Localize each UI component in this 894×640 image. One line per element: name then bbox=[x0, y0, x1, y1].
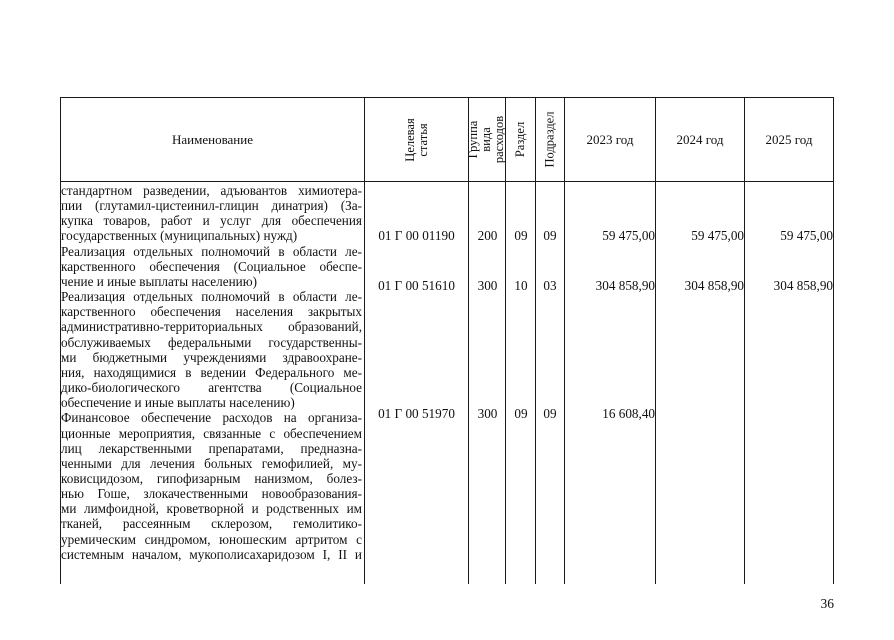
page-number: 36 bbox=[820, 596, 834, 611]
text-line: нью Гоше, злокачественными новообразования- bbox=[61, 486, 362, 502]
text-line: карственного обеспечения населения закрытых bbox=[61, 304, 362, 320]
text-line: чение и иные выплаты населению) bbox=[61, 273, 257, 289]
name-column bbox=[61, 183, 362, 562]
col-border-right bbox=[833, 97, 834, 584]
cell-section: 09 bbox=[514, 228, 528, 243]
table-row-name bbox=[61, 244, 362, 289]
cell-expense-group: 300 bbox=[477, 278, 498, 293]
cell-article: 01 Г 00 51970 bbox=[378, 406, 455, 421]
text-line: ния, находящимися в ведении Федерального ме- bbox=[61, 364, 362, 380]
cell-section: 10 bbox=[514, 278, 528, 293]
text-line: обеспечение и иные выплаты населению) bbox=[61, 395, 295, 411]
cell-article: 01 Г 00 01190 bbox=[378, 228, 455, 243]
text-line: ми лимфоидной, кроветворной и родственных им bbox=[61, 501, 362, 517]
text-line: дико-биологического агентства (Социальное bbox=[61, 380, 362, 396]
header-2024: 2024 год bbox=[676, 131, 724, 147]
cell-subsection: 03 bbox=[543, 278, 557, 293]
table-row-name bbox=[61, 410, 362, 562]
header-expense-group: Группа вида расходов bbox=[466, 115, 507, 164]
cell-2023: 16 608,40 bbox=[602, 406, 655, 421]
cell-subsection: 09 bbox=[543, 406, 557, 421]
header-section: Раздел bbox=[513, 121, 528, 158]
text-line: Реализация отдельных полномочий в области ле- bbox=[61, 243, 362, 259]
text-line: системным началом, мукополисахаридозом I, II и bbox=[61, 546, 362, 562]
header-subsection: Подраздел bbox=[542, 111, 557, 168]
text-line: тканей, рассеянным склерозом, гемолитико- bbox=[61, 516, 362, 532]
cell-2024: 304 858,90 bbox=[684, 278, 744, 293]
cell-2023: 304 858,90 bbox=[595, 278, 655, 293]
text-line: Реализация отдельных полномочий в области ле- bbox=[61, 289, 362, 305]
header-article: Целевая статья bbox=[402, 117, 430, 162]
cell-2025: 304 858,90 bbox=[773, 278, 833, 293]
text-line: ционные мероприятия, связанные с обеспечением bbox=[61, 425, 362, 441]
text-line: карственного обеспечения (Социальное обеспе- bbox=[61, 258, 362, 274]
cell-subsection: 09 bbox=[543, 228, 557, 243]
text-line: пии (глутамил-цистеинил-глицин динатрия) (За- bbox=[61, 198, 362, 214]
text-line: Финансовое обеспечение расходов на организа- bbox=[61, 410, 362, 426]
text-line: обслуживаемых федеральными государственны- bbox=[61, 334, 362, 350]
table-row-name bbox=[61, 183, 362, 244]
cell-2025: 59 475,00 bbox=[780, 228, 833, 243]
text-line: уремическим синдромом, юношеским артритом с bbox=[61, 531, 362, 547]
text-line: стандартном разведении, адъювантов химиотера- bbox=[61, 183, 362, 198]
cell-article: 01 Г 00 51610 bbox=[378, 278, 455, 293]
text-line: ченными для лечения больных гемофилией, му- bbox=[61, 455, 362, 471]
text-line: государственных (муниципальных) нужд) bbox=[61, 228, 298, 244]
text-line: купка товаров, работ и услуг для обеспечения bbox=[61, 213, 362, 229]
text-line: административно-территориальных образований, bbox=[61, 319, 362, 335]
cell-2023: 59 475,00 bbox=[602, 228, 655, 243]
header-bottom-border bbox=[60, 181, 834, 182]
header-2023: 2023 год bbox=[586, 131, 634, 147]
text-line: лиц лекарственными препаратами, предназна- bbox=[61, 440, 362, 456]
header-name: Наименование bbox=[172, 131, 253, 147]
table-row-name bbox=[61, 289, 362, 410]
text-line: ковисцидозом, гипофизарным нанизмом, болез- bbox=[61, 470, 362, 486]
text-line: ми бюджетными учреждениями здравоохране- bbox=[61, 349, 362, 365]
header-2025: 2025 год bbox=[765, 131, 813, 147]
cell-expense-group: 300 bbox=[477, 406, 498, 421]
cell-section: 09 bbox=[514, 406, 528, 421]
cell-2024: 59 475,00 bbox=[691, 228, 744, 243]
cell-expense-group: 200 bbox=[477, 228, 498, 243]
